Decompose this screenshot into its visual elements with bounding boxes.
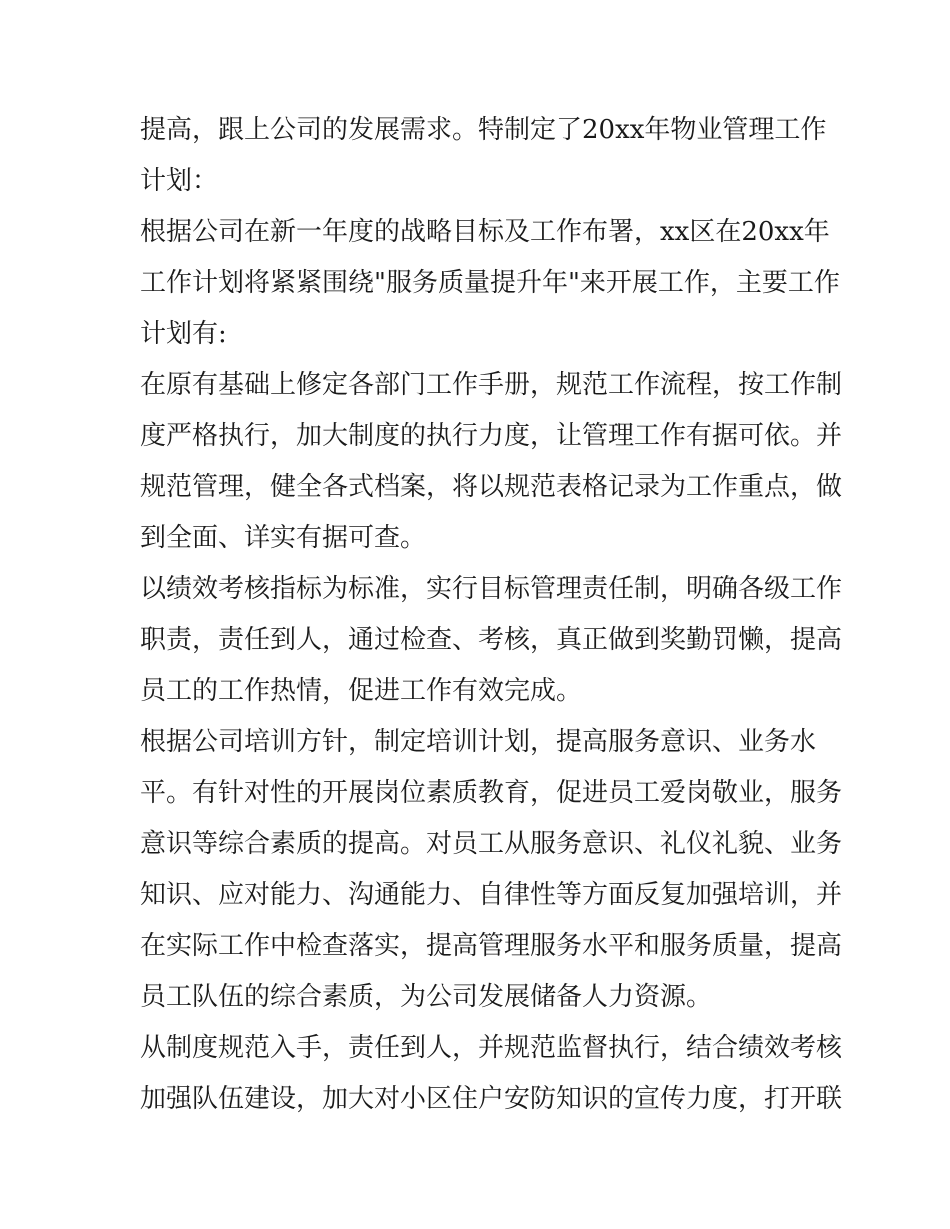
text-line: 平。有针对性的开展岗位素质教育，促进员工爱岗敬业，服务 — [140, 778, 843, 808]
text-line: 到全面、详实有据可查。 — [140, 523, 427, 553]
text-line: 计划有: — [140, 319, 227, 349]
text-line: 在实际工作中检查落实，提高管理服务水平和服务质量，提高 — [140, 931, 843, 961]
text-line: 计划： — [140, 166, 219, 196]
text-line: 以绩效考核指标为标准，实行目标管理责任制，明确各级工作 — [140, 574, 843, 604]
text-line: 知识、应对能力、沟通能力、自律性等方面反复加强培训，并 — [140, 880, 843, 910]
text-line: 员工队伍的综合素质，为公司发展储备人力资源。 — [140, 982, 713, 1012]
text-line: 在原有基础上修定各部门工作手册，规范工作流程，按工作制 — [140, 370, 843, 400]
text-line: 意识等综合素质的提高。对员工从服务意识、礼仪礼貌、业务 — [140, 829, 843, 859]
text-line: 工作计划将紧紧围绕"服务质量提升年"来开展工作，主要工作 — [140, 268, 840, 298]
text-line: 职责，责任到人，通过检查、考核，真正做到奖勤罚懒，提高 — [140, 625, 843, 655]
text-line: 规范管理，健全各式档案，将以规范表格记录为工作重点，做 — [140, 472, 843, 502]
text-line: 根据公司在新一年度的战略目标及工作布署，xx区在20xx年 — [140, 217, 830, 247]
text-line: 员工的工作热情，促进工作有效完成。 — [140, 676, 583, 706]
text-line: 提高，跟上公司的发展需求。特制定了20xx年物业管理工作 — [140, 115, 827, 145]
text-line: 从制度规范入手，责任到人，并规范监督执行，结合绩效考核 — [140, 1033, 843, 1063]
text-line: 根据公司培训方针，制定培训计划，提高服务意识、业务水 — [140, 727, 817, 757]
text-line: 加强队伍建设，加大对小区住户安防知识的宣传力度，打开联 — [140, 1084, 843, 1114]
text-line: 度严格执行，加大制度的执行力度，让管理工作有据可依。并 — [140, 421, 843, 451]
